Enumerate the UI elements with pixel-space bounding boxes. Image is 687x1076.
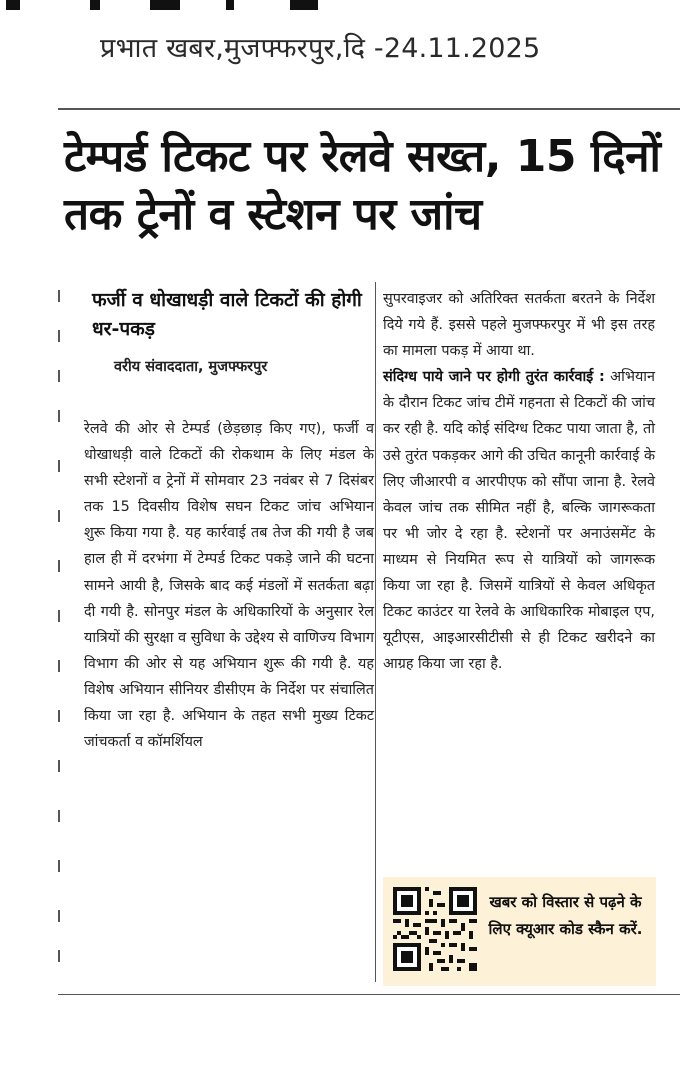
column-divider <box>375 282 376 982</box>
left-column <box>84 286 374 755</box>
subheadline: फर्जी व धोखाधड़ी वाले टिकटों की होगी धर-पकड़ <box>92 289 362 340</box>
headline: टेम्पर्ड टिकट पर रेलवे सख्त, 15 दिनों तक ट्रेनों व स्टेशन पर जांच <box>64 131 661 240</box>
article-body-right: अभियान के दौरान टिकट जांच टीमें गहनता से टिकटों की जांच कर रही है. यदि कोई संदिग्ध टिकट पाया जाता है, तो उसे तुरंत पकड़कर आगे की उचित कानूनी कार्रवाई के लिए जीआरपी व आरपीएफ को सौंपा जाना है. रेलवे केवल जांच तक सीमित नहीं है, बल्कि जागरूकता पर भी जोर दे रहा है. स्टेशनों पर अनाउंसमेंट के माध्यम से नियमित रूप से यात्रियों को जागरूक किया जा रहा है. जिसमें यात्रियों से केवल अधिकृत टिकट काउंटर या रेलवे के आधिकारिक मोबाइल एप, यूटीएस, आइआरसीटीसी से ही टिकट खरीदने का आग्रह किया जा रहा है. <box>383 369 656 673</box>
right-column <box>383 286 655 677</box>
source-line: प्रभात खबर,मुजफ्फरपुर,दि -24.11.2025 <box>100 33 541 64</box>
qr-promo-box <box>383 877 656 986</box>
section-heading: संदिग्ध पाये जाने पर होगी तुरंत कार्रवाई : <box>383 369 605 386</box>
left-edge-marks <box>58 290 66 970</box>
article-body-left: रेलवे की ओर से टेम्पर्ड (छेड़छाड़ किए गए), फर्जी व धोखाधड़ी वाले टिकटों की रोकथाम के लिए मंडल के सभी स्टेशनों व ट्रेनों में सोमवार 23 नवंबर से 7 दिसंबर तक 15 दिवसीय विशेष सघन टिकट जांच अभियान शुरू किया गया है. यह कार्रवाई तब तेज की गयी है जब हाल ही में दरभंगा में टेम्पर्ड टिकट पकड़े जाने की घटना सामने आयी है, जिसके बाद कई मंडलों में सतर्कता बढ़ा दी गयी है. सोनपुर मंडल के अधिकारियों के अनुसार रेल यात्रियों की सुरक्षा व सुविधा के उद्देश्य से वाणिज्य विभाग विभाग की ओर से यह अभियान शुरू की गयी है. यह विशेष अभियान सीनियर डीसीएम के निर्देश पर संचालित किया जा रहा है. अभियान के तहत सभी मुख्य टिकट जांचकर्ता व कॉमर्शियल <box>84 421 374 751</box>
qr-promo-text: खबर को विस्तार से पढ़ने के लिए क्यूआर कोड स्कैन करें. <box>488 893 643 938</box>
byline: वरीय संवाददाता, मुजफ्फरपुर <box>114 359 268 375</box>
cropped-masthead-strip <box>0 0 687 10</box>
bottom-divider <box>58 994 680 995</box>
top-divider <box>58 108 680 110</box>
article-body-right-intro: सुपरवाइजर को अतिरिक्त सतर्कता बरतने के निर्देश दिये गये हैं. इससे पहले मुजफ्फरपुर में भी इस तरह का मामला पकड़ में आया था. <box>383 291 655 360</box>
qr-code-icon[interactable] <box>393 887 477 971</box>
